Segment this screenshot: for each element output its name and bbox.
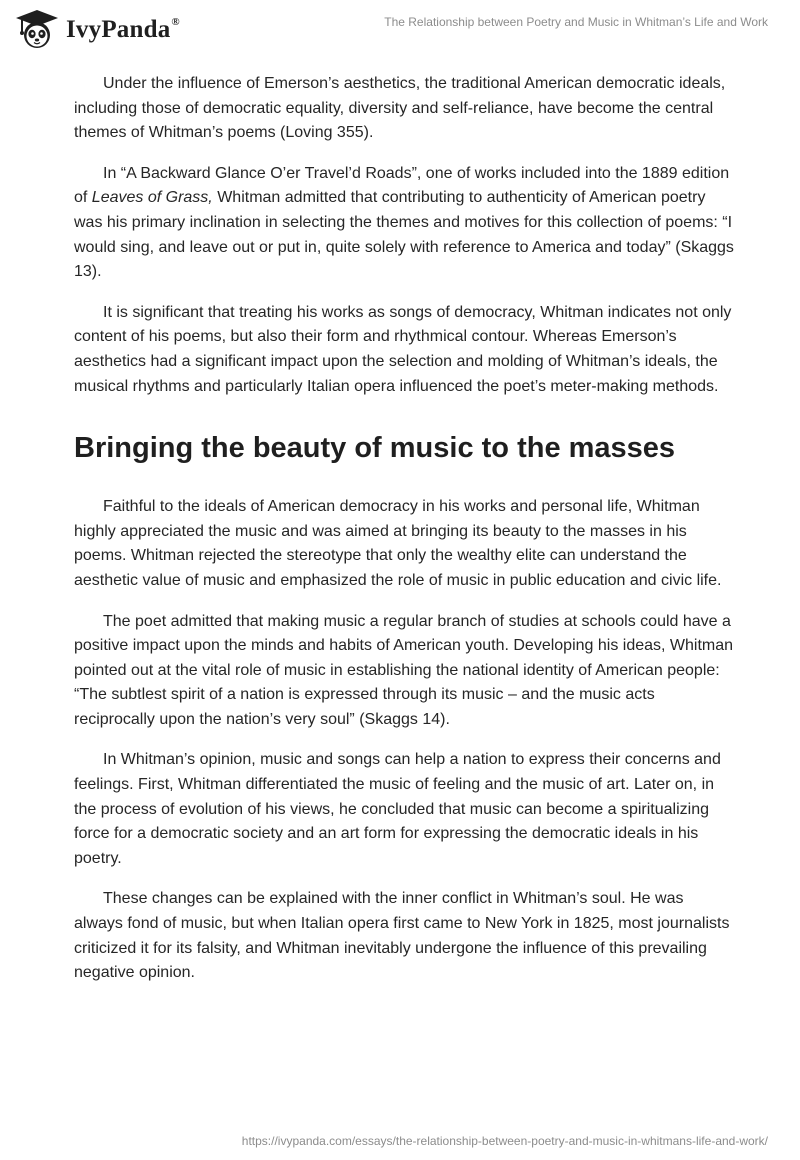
book-title: Leaves of Grass, bbox=[91, 189, 213, 207]
document-title: The Relationship between Poetry and Music in Whitman’s Life and Work bbox=[384, 15, 768, 29]
ivypanda-logo[interactable] bbox=[14, 8, 180, 50]
paragraph: Faithful to the ideals of American democracy in his works and personal life, Whitman highly appreciated the music and was aimed at bringing its beauty to the masses in his poems. Whitman rejected the stereotype that only the wealthy elite can understand the aesthetic value of music and emphasized the role of music in public education and civic life. bbox=[74, 498, 722, 589]
paragraph: The poet admitted that making music a regular branch of studies at schools could have a positive impact upon the minds and habits of American youth. Developing his ideas, Whitman pointed out at the vital role of music in establishing the national identity of American people: “The subtlest spirit of a nation is expressed through its music – and the music acts reciprocally upon the nation’s very soul” (Skaggs 14). bbox=[74, 612, 734, 728]
section-heading: Bringing the beauty of music to the masses bbox=[74, 432, 676, 465]
source-url[interactable]: https://ivypanda.com/essays/the-relationship-between-poetry-and-music-in-whitmans-life-and-work/ bbox=[241, 1134, 768, 1148]
paragraph: These changes can be explained with the inner conflict in Whitman’s soul. He was always fond of music, but when Italian opera first came to New York in 1825, most journalists criticized it for its falsity, and Whitman inevitably undergone the influence of this prevailing negative opinion. bbox=[74, 890, 730, 982]
paragraph: It is significant that treating his works as songs of democracy, Whitman indicates not only content of his poems, but also their form and rhythmical contour. Whereas Emerson’s aesthetics had a significant impact upon the selection and molding of Whitman’s ideals, the musical rhythms and particularly Italian opera influenced the poet’s meter-making methods. bbox=[74, 303, 732, 395]
paragraph: In “A Backward Glance O’er Travel’d Roads”, one of works included into the 1889 edition of Leaves of Grass, Whitman admitted that contributing to authenticity of American poetry was his primary inclination in selecting the themes and motives for this collection of poems: “I would sing, and leave out or put in, quite solely with reference to America and today” (Skaggs 13). bbox=[74, 164, 734, 281]
paragraph: Under the influence of Emerson’s aesthetics, the traditional American democratic ideals, including those of democratic equality, diversity and self-reliance, have become the central themes of Whitman’s poems (Loving 355). bbox=[74, 75, 726, 142]
brand-name: IvyPanda® bbox=[66, 15, 180, 43]
paragraph: In Whitman’s opinion, music and songs can help a nation to express their concerns and feelings. First, Whitman differentiated the music of feeling and the music of art. Later on, in the process of evolution of his views, he concluded that music can become a spiritualizing force for a democratic society and an art form for expressing the democratic ideals in his poetry. bbox=[74, 751, 721, 867]
panda-graduate-icon bbox=[14, 8, 60, 50]
page-header bbox=[0, 0, 800, 60]
essay-body bbox=[74, 72, 734, 1002]
